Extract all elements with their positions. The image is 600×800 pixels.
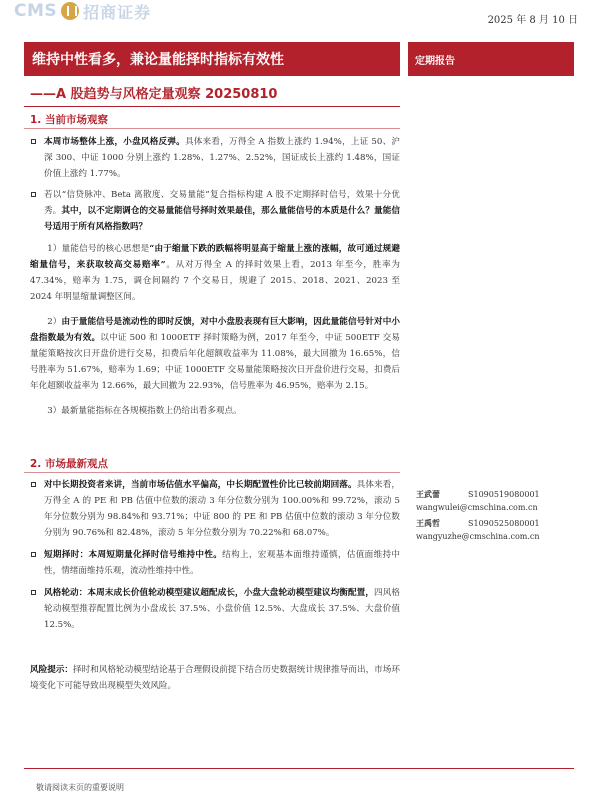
logo-cms-text: CMS <box>14 1 58 21</box>
logo-mark-icon <box>61 2 79 20</box>
report-title: 维持中性看多，兼论量能择时指标有效性 <box>24 42 400 76</box>
section-1-heading: 1. 当前市场观察 <box>30 114 108 126</box>
risk-label: 风险提示： <box>30 665 74 675</box>
section-2-divider <box>24 472 400 473</box>
section-1-divider <box>24 128 400 129</box>
point-text: 以中证 500 和 1000ETF 择时策略为例，2017 年至今，中证 500ETF 交易量能策略按次日开盘价进行交易，扣费后年化超额收益率为 11.08%，最大回撤为 16.65%，信号胜率为 51.67%，赔率为 1.69；中证 1000ETF 交易量能策略按次日开盘价进行交易，扣费后年化超额收益率为 12.66%，最大回撤为 22.93%，信号胜率为 46.95%，赔率为 2.15。 <box>30 333 400 391</box>
risk-warning <box>30 662 400 694</box>
bullet-bold: 风格轮动：本周末成长价值轮动模型建议超配成长，小盘大盘轮动模型建议均衡配置， <box>44 588 375 598</box>
analyst-card <box>416 517 540 543</box>
bullet-text: 具体来看，万得全 A 的 PE 和 PB 估值中位数的滚动 3 年分位数分别为 100.00%和 99.72%，滚动 5 年分位数分别为 98.84%和 93.71%；中证 800 的 PE 和 PB 估值中位数的滚动 3 年分位数分别为 90.76%和 82.48%，滚动 5 年分位数分别为 70.22%和 68.07%。 <box>44 480 400 538</box>
footer-note: 敬请阅读末页的重要说明 <box>36 783 124 792</box>
section-2-bullet <box>30 585 400 633</box>
point-1 <box>30 241 400 305</box>
company-logo <box>14 0 151 22</box>
section-1-body <box>30 134 400 428</box>
bullet-text: 若以“信贷脉冲、Beta 离散度、交易量能”复合指标构建 A 股不定期择时信号，效果十分优秀。 <box>44 190 400 216</box>
logo-cn-text: 招商证券 <box>83 2 152 22</box>
section-1-bullet <box>30 187 400 235</box>
report-type-label: 定期报告 <box>408 42 574 76</box>
section-2-body <box>30 477 400 638</box>
bullet-text: 四风格轮动模型推荐配置比例为小盘成长 37.5%、小盘价值 12.5%、大盘成长 37.5%、大盘价值 12.5%。 <box>44 588 400 630</box>
bullet-bold: 短期择时：本周短期量化择时信号维持中性。 <box>44 550 223 560</box>
risk-text: 择时和风格轮动模型结论基于合理假设前提下结合历史数据统计规律推导而出，市场环境变化下可能导致出现模型失效风险。 <box>30 665 400 691</box>
bullet-text: 结构上，宏观基本面维持谨慎，估值面维持中性，情绪面维持乐观，流动性维持中性。 <box>44 550 400 576</box>
footer-divider <box>24 768 574 769</box>
section-2-heading: 2. 市场最新观点 <box>30 458 108 470</box>
point-lead: 2） <box>47 317 62 327</box>
report-date: 2025 年 8 月 10 日 <box>487 15 578 26</box>
report-subtitle: ——A 股趋势与风格定量观察 20250810 <box>30 87 278 102</box>
section-1-bullet <box>30 134 400 182</box>
analyst-email[interactable]: wangyuzhe@cmschina.com.cn <box>416 532 540 541</box>
analyst-name: 王禹哲 <box>416 519 440 528</box>
point-3 <box>30 403 400 419</box>
point-lead: 1）量能信号的核心思想是 <box>47 244 150 254</box>
analyst-email[interactable]: wangwulei@cmschina.com.cn <box>416 503 538 512</box>
section-2-bullet <box>30 547 400 579</box>
section-2-bullet <box>30 477 400 541</box>
point-bold: 由于量能信号是流动性的即时反馈，对中小盘股表现有巨大影响，因此量能信号针对中小盘指数最为有效。 <box>30 317 400 343</box>
bullet-text: 具体来看，万得全 A 指数上涨约 1.94%，上证 50、沪深 300、中证 1000 分别上涨约 1.28%、1.27%、2.52%，国证成长上涨约 1.48%，国证价值上涨约 1.77%。 <box>44 137 400 179</box>
bullet-bold: 其中，以不定期调仓的交易量能信号择时效果最佳，那么量能信号的本质是什么？量能信号适用于所有风格指数吗？ <box>44 206 400 232</box>
analyst-id: S1090525080001 <box>468 519 540 528</box>
point-text: 。从对万得全 A 的择时效果上看，2013 年至今，胜率为 47.34%，赔率为 1.75，调仓间隔约 7 个交易日，规避了 2015、2018、2021、2023 至 2024 年明显缩量调整区间。 <box>30 260 400 302</box>
analyst-name: 王武蕾 <box>416 490 440 499</box>
bullet-bold: 对中长期投资者来讲，当前市场估值水平偏高，中长期配置性价比已较前期回落。 <box>44 480 357 490</box>
point-lead: 3）最新量能指标在各规模指数上仍给出看多观点。 <box>47 406 242 416</box>
bullet-bold: 本周市场整体上涨，小盘风格反弹。 <box>44 137 185 147</box>
point-2 <box>30 314 400 394</box>
analyst-id: S1090519080001 <box>468 490 540 499</box>
point-bold: “由于缩量下跌的跌幅将明显高于缩量上涨的涨幅，故可通过规避缩量信号，来获取较高交易赔率” <box>30 244 400 270</box>
analyst-card <box>416 488 540 514</box>
title-divider <box>24 106 400 107</box>
